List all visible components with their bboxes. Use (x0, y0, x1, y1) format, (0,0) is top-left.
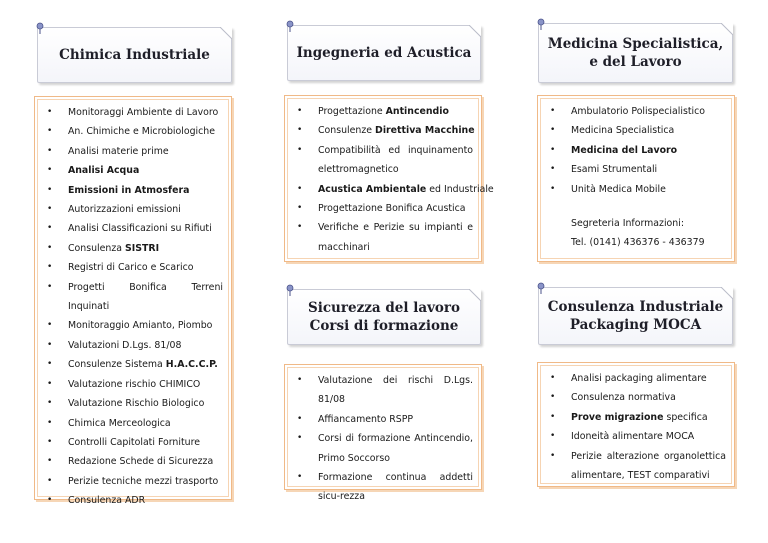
item-text: specifica (663, 411, 708, 423)
services-list (285, 102, 494, 257)
page-fold-icon (721, 287, 733, 299)
list-item (285, 102, 481, 121)
item-text: Medicina Specialistica (571, 125, 675, 137)
item-text: Valutazione dei rischi D.Lgs. 81/08 (318, 375, 473, 406)
section-title: Sicurezza del lavoro Corsi di formazione (307, 300, 461, 334)
list-item (538, 102, 734, 121)
bullet-icon: • (47, 126, 53, 137)
bullet-icon: • (47, 107, 53, 117)
list-box-medicina (537, 95, 735, 262)
item-text: Consulenze Sistema (68, 359, 166, 371)
list-item (35, 142, 231, 161)
item-text-bold: Medicina del Lavoro (571, 144, 678, 156)
bullet-icon: • (550, 125, 556, 136)
bullet-icon: • (297, 375, 303, 385)
item-text: Monitoraggi Ambiente di Lavoro (68, 107, 219, 118)
bullet-icon: • (297, 222, 303, 233)
bullet-icon: • (47, 145, 53, 156)
bullet-icon: • (47, 339, 53, 350)
card-title-medicina (538, 23, 733, 83)
list-item (285, 429, 481, 468)
list-item (538, 121, 734, 140)
bullet-icon: • (47, 204, 53, 215)
list-item (35, 200, 231, 219)
bullet-icon: • (47, 262, 53, 273)
list-item (285, 410, 481, 429)
section-title: Consulenza Industriale Packaging MOCA (547, 299, 724, 333)
card-title-consulenza (538, 287, 733, 345)
list-item (285, 468, 481, 507)
item-text: Valutazione rischio CHIMICO (68, 378, 201, 390)
list-item (538, 369, 734, 388)
bullet-icon: • (47, 436, 53, 447)
item-text-bold: H.A.C.C.P. (165, 359, 218, 371)
item-text: Controlli Capitolati Forniture (68, 436, 201, 448)
services-list (538, 102, 734, 199)
item-text-bold: Antincendio (385, 106, 449, 117)
list-item (35, 239, 231, 258)
services-list (538, 369, 734, 485)
list-item (538, 447, 734, 486)
card-title-ingegneria (287, 25, 481, 81)
bullet-icon: • (550, 411, 556, 422)
list-item (35, 355, 231, 374)
item-text: ed Industriale (426, 183, 494, 195)
bullet-icon: • (47, 398, 53, 409)
item-text: Idoneità alimentare MOCA (571, 431, 695, 443)
item-text: Formazione continua addetti sicu-rezza (318, 472, 473, 503)
item-text: Analisi materie prime (68, 145, 169, 157)
page-fold-icon (469, 25, 481, 37)
item-text: Consulenza ADR (68, 495, 146, 507)
list-box-consulenza (537, 362, 735, 487)
bullet-icon: • (297, 183, 303, 194)
pin-icon (536, 282, 546, 294)
item-text: Consulenza normativa (571, 392, 676, 404)
item-text-bold: SISTRI (125, 242, 160, 254)
list-item (35, 472, 231, 491)
list-item (35, 414, 231, 433)
bullet-icon: • (47, 495, 53, 506)
item-text: Progettazione Bonifica Acustica (318, 203, 466, 215)
list-item (35, 336, 231, 355)
bullet-icon: • (47, 184, 53, 195)
list-item (285, 199, 481, 218)
bullet-icon: • (47, 475, 53, 486)
list-item (35, 491, 231, 510)
bullet-icon: • (47, 378, 53, 389)
bullet-icon: • (47, 417, 53, 428)
item-text: Esami Strumentali (571, 164, 658, 176)
list-item (538, 388, 734, 407)
list-item (35, 181, 231, 200)
item-text-bold: Analisi Acqua (68, 165, 140, 177)
list-item (35, 258, 231, 277)
contact-block (571, 214, 705, 253)
item-text: Progetti Bonifica Terreni Inquinati (68, 281, 223, 313)
bullet-icon: • (47, 320, 53, 331)
item-text: Verifiche e Perizie su impianti e macchinari (318, 222, 473, 253)
card-title-sicurezza (287, 289, 481, 345)
bullet-icon: • (297, 106, 303, 116)
item-text: Consulenza (68, 242, 126, 254)
list-item (538, 180, 734, 199)
list-item (285, 371, 481, 410)
bullet-icon: • (297, 413, 303, 424)
bullet-icon: • (550, 392, 556, 403)
bullet-icon: • (47, 223, 53, 234)
pin-icon (536, 18, 546, 30)
bullet-icon: • (297, 433, 303, 444)
list-box-chimica (34, 96, 232, 507)
item-text: Compatibilità ed inquinamento elettromagnetico (318, 144, 473, 176)
bullet-icon: • (47, 165, 53, 176)
item-text: Autorizzazioni emissioni (68, 204, 181, 216)
item-text: Analisi packaging alimentare (571, 373, 707, 384)
list-item (285, 180, 494, 199)
item-text: An. Chimiche e Microbiologiche (68, 126, 216, 138)
services-list (35, 103, 231, 511)
list-item (285, 218, 481, 257)
card-title-chimica (37, 27, 232, 83)
list-item (35, 452, 231, 471)
list-item (35, 433, 231, 452)
item-text: Valutazioni D.Lgs. 81/08 (68, 339, 182, 351)
list-box-sicurezza (284, 364, 482, 503)
bullet-icon: • (47, 359, 53, 370)
item-text: Redazione Schede di Sicurezza (68, 456, 214, 468)
bullet-icon: • (297, 144, 303, 155)
item-text: Affiancamento RSPP (318, 413, 414, 425)
item-text: Registri di Carico e Scarico (68, 262, 194, 274)
item-text-bold: Acustica Ambientale (318, 183, 427, 195)
list-item (35, 278, 231, 317)
page-fold-icon (469, 289, 481, 301)
contact-label: Segreteria Informazioni: (571, 218, 684, 229)
item-text: Perizie alterazione organolettica alimentare, TEST comparativi (571, 450, 726, 482)
item-text: Monitoraggio Amianto, Piombo (68, 320, 213, 332)
list-item (35, 394, 231, 413)
pin-icon (285, 284, 295, 296)
list-item (538, 141, 734, 160)
bullet-icon: • (47, 242, 53, 253)
item-text: Unità Medica Mobile (571, 183, 666, 195)
bullet-icon: • (47, 281, 53, 292)
bullet-icon: • (297, 203, 303, 214)
list-item (35, 103, 231, 122)
services-list (285, 371, 481, 507)
list-item (35, 316, 231, 335)
bullet-icon: • (550, 183, 556, 194)
pin-icon (35, 22, 45, 34)
list-item (35, 219, 231, 238)
list-item (285, 141, 481, 180)
item-text: Chimica Merceologica (68, 417, 171, 429)
bullet-icon: • (550, 144, 556, 155)
list-box-ingegneria (284, 95, 494, 262)
list-item (35, 161, 231, 180)
bullet-icon: • (550, 106, 556, 116)
item-text-bold: Prove migrazione (571, 411, 664, 423)
list-item (538, 427, 734, 446)
page-fold-icon (220, 27, 232, 39)
list-item (285, 121, 481, 140)
list-item (538, 408, 734, 427)
item-text: Perizie tecniche mezzi trasporto (68, 475, 219, 487)
item-text-bold: Direttiva Macchine (375, 125, 475, 137)
page-fold-icon (721, 23, 733, 35)
contact-phone: Tel. (0141) 436376 - 436379 (571, 237, 705, 249)
pin-icon (285, 20, 295, 32)
item-text: Ambulatorio Polispecialistico (571, 106, 706, 117)
item-text: Corsi di formazione Antincendio, Primo Soccorso (318, 433, 473, 464)
item-text: Analisi Classificazioni su Rifiuti (68, 223, 212, 235)
list-item (35, 375, 231, 394)
bullet-icon: • (297, 472, 303, 483)
bullet-icon: • (550, 450, 556, 461)
section-title: Ingegneria ed Acustica (296, 45, 472, 61)
item-text: Progettazione (318, 106, 386, 117)
item-text: Consulenze (318, 125, 376, 137)
bullet-icon: • (297, 125, 303, 136)
list-item (538, 160, 734, 179)
bullet-icon: • (47, 456, 53, 467)
list-item (35, 122, 231, 141)
bullet-icon: • (550, 164, 556, 175)
bullet-icon: • (550, 431, 556, 442)
section-title: Chimica Industriale (59, 47, 210, 63)
section-title: Medicina Specialistica, e del Lavoro (547, 36, 724, 70)
item-text: Valutazione Rischio Biologico (68, 398, 205, 410)
item-text-bold: Emissioni in Atmosfera (68, 184, 190, 196)
bullet-icon: • (550, 373, 556, 383)
